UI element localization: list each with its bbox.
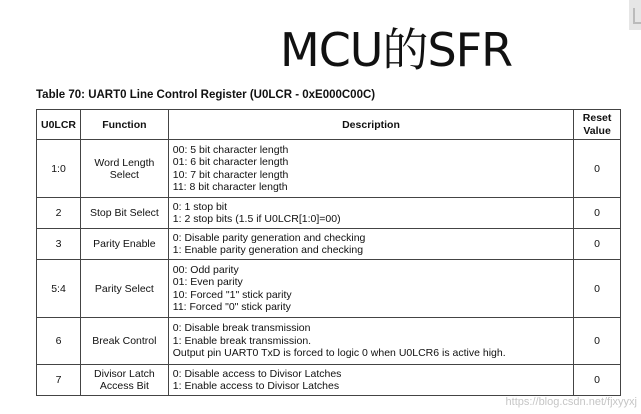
header-reset-value (574, 110, 621, 140)
table-header (37, 110, 621, 140)
slide-title: MCU的SFR (280, 23, 513, 77)
cell-description (168, 318, 573, 365)
cell-description (168, 260, 573, 318)
description-line: 1: Enable break transmission. (172, 334, 312, 347)
function-line: Access Bit (99, 380, 149, 392)
description-line: 11: 8 bit character length (172, 181, 288, 193)
cell-description (168, 198, 573, 229)
window-edge-control[interactable] (629, 0, 641, 30)
function-line: Parity Select (94, 282, 154, 295)
table-row (37, 365, 621, 396)
table-row (37, 260, 621, 318)
table-row (37, 140, 621, 198)
description-line: 10: Forced "1" stick parity (172, 288, 292, 301)
cell-function (81, 365, 169, 396)
header-reset-line-1: Reset (582, 111, 612, 124)
cell-function (81, 198, 169, 229)
table-row (37, 318, 621, 365)
header-row (37, 110, 621, 140)
function-line: Stop Bit Select (89, 207, 159, 219)
cell-bits: 1:0 (37, 140, 81, 198)
cell-reset-value: 0 (574, 140, 621, 198)
description-line: 00: 5 bit character length (172, 143, 289, 156)
function-line: Select (109, 168, 139, 181)
cell-reset-value: 0 (574, 198, 621, 229)
description-line: 01: Even parity (172, 276, 243, 288)
cell-function (81, 260, 169, 318)
table-row (37, 198, 621, 229)
description-line: 0: 1 stop bit (172, 200, 228, 213)
function-line: Parity Enable (93, 238, 156, 250)
description-line: Output pin UART0 TxD is forced to logic 0 when U0LCR6 is active high. (172, 347, 506, 360)
function-line: Divisor Latch (94, 368, 155, 380)
cell-description (168, 365, 573, 396)
table-body (37, 140, 621, 396)
cell-reset-value: 0 (574, 365, 621, 396)
cell-function (81, 140, 169, 198)
cell-function (81, 318, 169, 365)
description-line: 1: 2 stop bits (1.5 if U0LCR[1:0]=00) (172, 213, 341, 225)
description-line: 0: Disable break transmission (172, 322, 311, 335)
function-line: Word Length (94, 156, 155, 169)
cell-bits: 7 (37, 365, 81, 396)
header-reset-line-2: Value (583, 124, 611, 137)
cell-reset-value: 0 (574, 229, 621, 260)
corner-icon (633, 8, 641, 24)
cell-bits: 5:4 (37, 260, 81, 318)
description-line: 01: 6 bit character length (172, 156, 289, 168)
description-line: 0: Disable access to Divisor Latches (172, 367, 342, 380)
table-caption: Table 70: UART0 Line Control Register (U0LCR - 0xE000C00C) (36, 89, 376, 101)
table-row (37, 229, 621, 260)
cell-bits: 3 (37, 229, 81, 260)
description-line: 10: 7 bit character length (172, 168, 289, 181)
cell-bits: 6 (37, 318, 81, 365)
cell-reset-value: 0 (574, 318, 621, 365)
description-line: 1: Enable parity generation and checking (172, 244, 364, 256)
header-bits: U0LCR (37, 110, 81, 140)
header-function: Function (81, 110, 169, 140)
description-line: 11: Forced "0" stick parity (172, 301, 291, 313)
watermark: https://blog.csdn.net/fjxyyxj (505, 396, 637, 408)
cell-reset-value: 0 (574, 260, 621, 318)
description-line: 0: Disable parity generation and checking (172, 231, 366, 244)
cell-function (81, 229, 169, 260)
register-table (36, 109, 621, 396)
function-line: Break Control (92, 335, 157, 347)
cell-bits: 2 (37, 198, 81, 229)
cell-description (168, 140, 573, 198)
description-line: 1: Enable access to Divisor Latches (172, 380, 340, 392)
cell-description (168, 229, 573, 260)
description-line: 00: Odd parity (172, 263, 239, 276)
header-description: Description (168, 110, 573, 140)
